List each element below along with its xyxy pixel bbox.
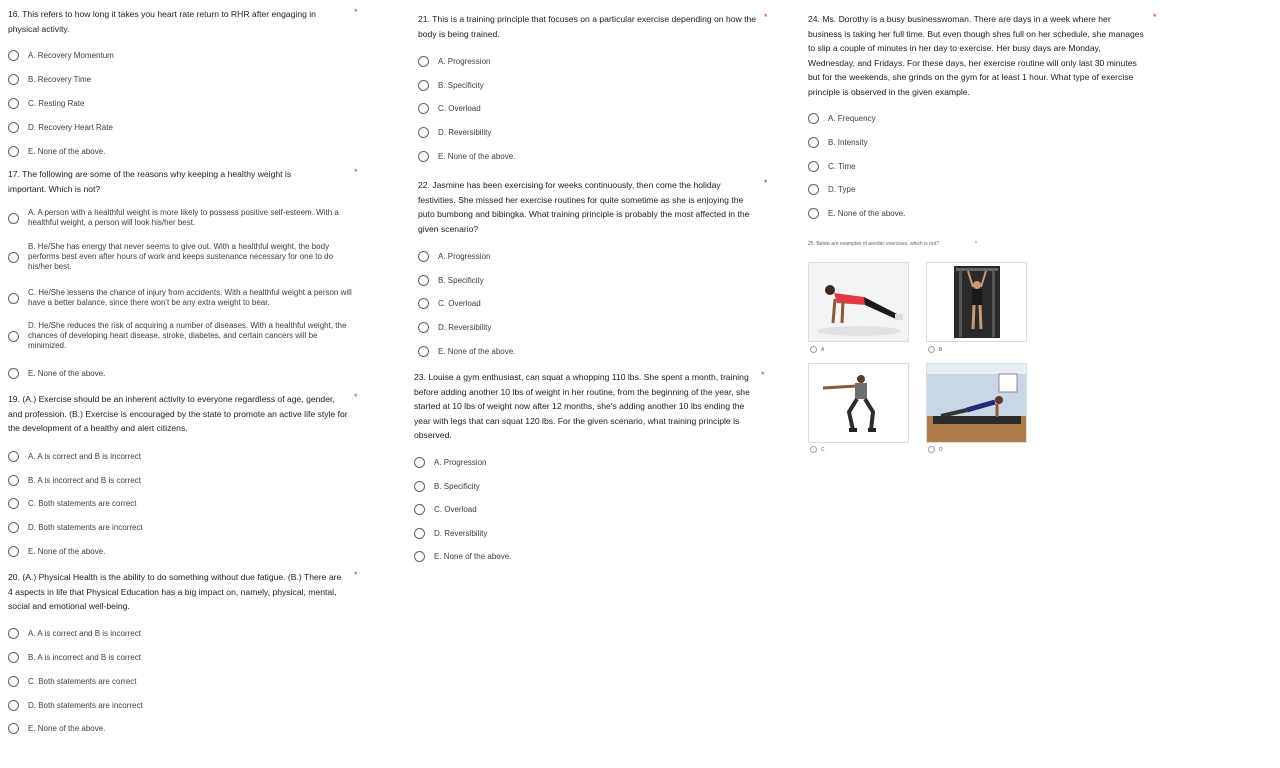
- pushup-photo: [809, 263, 908, 341]
- radio-button[interactable]: [418, 346, 429, 357]
- required-mark: *: [1153, 12, 1157, 22]
- q21-option-e[interactable]: E. None of the above.: [418, 151, 515, 162]
- q24-option-d[interactable]: D. Type: [808, 184, 855, 195]
- radio-button[interactable]: [8, 451, 19, 462]
- q17-option-c[interactable]: C. He/She lessens the chance of injury from accidents. With a healthful weight a person will have a better balance, since there won't be any extra weight to bear.: [8, 288, 353, 308]
- q23-option-e[interactable]: E. None of the above.: [414, 551, 511, 562]
- radio-button[interactable]: [418, 151, 429, 162]
- radio-button[interactable]: [8, 213, 19, 224]
- radio-button[interactable]: [418, 56, 429, 67]
- q19-option-d[interactable]: D. Both statements are incorrect: [8, 522, 143, 533]
- required-mark: *: [354, 7, 358, 17]
- required-mark: *: [354, 570, 358, 580]
- q25-option-d[interactable]: D: [928, 446, 943, 453]
- radio-button[interactable]: [928, 346, 935, 353]
- radio-button[interactable]: [8, 50, 19, 61]
- q21-option-c[interactable]: C. Overload: [418, 103, 481, 114]
- radio-button[interactable]: [810, 346, 817, 353]
- required-mark: *: [975, 241, 977, 247]
- radio-button[interactable]: [8, 652, 19, 663]
- radio-button[interactable]: [418, 80, 429, 91]
- q16-option-e[interactable]: E. None of the above.: [8, 146, 105, 157]
- radio-button[interactable]: [418, 251, 429, 262]
- q24-option-a[interactable]: A. Frequency: [808, 113, 876, 124]
- question-23: 23. Louise a gym enthusiast, can squat a whopping 110 lbs. She spent a month, training before adding another 10 lbs of weight in her routine, from the beginning of the year, she started at 10 lbs of weight now after 12 months, she's adding another 10 lbs ending the year with legs that can squat 120 lbs. For the given scenario, what training principle is observed.: [414, 372, 750, 440]
- radio-button[interactable]: [8, 676, 19, 687]
- q17-option-b[interactable]: B. He/She has energy that never seems to give out. With a healthful weight, the body performs best even after hours of work and keeps sustenance necessary for one to do his/her best.: [8, 242, 353, 272]
- q25-image-c[interactable]: [808, 363, 909, 443]
- q25-image-b[interactable]: [926, 262, 1027, 342]
- q17-option-a[interactable]: A. A person with a healthful weight is more likely to possess positive self-esteem. With a healthful weight, a person will look his/her best.: [8, 208, 353, 228]
- q25-image-a[interactable]: [808, 262, 909, 342]
- q16-option-b[interactable]: B. Recovery Time: [8, 74, 91, 85]
- q19-option-e[interactable]: E. None of the above.: [8, 546, 105, 557]
- q19-option-a[interactable]: A. A is correct and B is incorrect: [8, 451, 141, 462]
- question-17: 17. The following are some of the reasons why keeping a healthy weight is important. Which is not?: [8, 169, 292, 194]
- radio-button[interactable]: [8, 293, 19, 304]
- q23-option-b[interactable]: B. Specificity: [414, 481, 480, 492]
- q25-option-c[interactable]: C: [810, 446, 825, 453]
- radio-button[interactable]: [928, 446, 935, 453]
- radio-button[interactable]: [414, 457, 425, 468]
- radio-button[interactable]: [808, 184, 819, 195]
- q17-option-d[interactable]: D. He/She reduces the risk of acquiring a number of diseases. With a healthful weight, the chances of developing heart disease, stroke, diabetes, and certain cancers will be minimized.: [8, 321, 353, 351]
- q25-option-b[interactable]: B: [928, 346, 942, 353]
- q20-option-a[interactable]: A. A is correct and B is incorrect: [8, 628, 141, 639]
- radio-button[interactable]: [418, 275, 429, 286]
- q23-option-c[interactable]: C. Overload: [414, 504, 477, 515]
- radio-button[interactable]: [418, 103, 429, 114]
- radio-button[interactable]: [414, 481, 425, 492]
- required-mark: *: [354, 167, 358, 177]
- question-16: 16. This refers to how long it takes you heart rate return to RHR after engaging in physical activity.: [8, 9, 316, 34]
- radio-button[interactable]: [8, 628, 19, 639]
- radio-button[interactable]: [8, 546, 19, 557]
- required-mark: *: [354, 392, 358, 402]
- radio-button[interactable]: [8, 700, 19, 711]
- q17-option-e[interactable]: E. None of the above.: [8, 368, 105, 379]
- q21-option-d[interactable]: D. Reversibility: [418, 127, 491, 138]
- q21-option-b[interactable]: B. Specificity: [418, 80, 484, 91]
- radio-button[interactable]: [810, 446, 817, 453]
- q20-option-d[interactable]: D. Both statements are incorrect: [8, 700, 143, 711]
- radio-button[interactable]: [418, 322, 429, 333]
- q23-option-d[interactable]: D. Reversibility: [414, 528, 487, 539]
- q22-option-a[interactable]: A. Progression: [418, 251, 490, 262]
- q24-option-e[interactable]: E. None of the above.: [808, 208, 905, 219]
- radio-button[interactable]: [8, 331, 19, 342]
- required-mark: *: [764, 178, 768, 188]
- q22-option-b[interactable]: B. Specificity: [418, 275, 484, 286]
- q22-option-e[interactable]: E. None of the above.: [418, 346, 515, 357]
- radio-button[interactable]: [8, 252, 19, 263]
- radio-button[interactable]: [414, 504, 425, 515]
- q19-option-c[interactable]: C. Both statements are correct: [8, 498, 137, 509]
- pullup-photo: [927, 263, 1026, 341]
- radio-button[interactable]: [8, 368, 19, 379]
- radio-button[interactable]: [8, 522, 19, 533]
- mountain-climber-photo: [927, 364, 1026, 442]
- radio-button[interactable]: [8, 475, 19, 486]
- question-20: 20. (A.) Physical Health is the ability to do something without due fatigue. (B.) There are 4 aspects in life that Physical Education has a big impact on, namely, physical, mental, social and emotional well-being.: [8, 572, 342, 611]
- q20-option-c[interactable]: C. Both statements are correct: [8, 676, 137, 687]
- q25-image-d[interactable]: [926, 363, 1027, 443]
- radio-button[interactable]: [808, 161, 819, 172]
- radio-button[interactable]: [808, 137, 819, 148]
- question-21: 21. This is a training principle that focuses on a particular exercise depending on how the body is being trained.: [418, 14, 757, 39]
- radio-button[interactable]: [8, 74, 19, 85]
- q19-option-b[interactable]: B. A is incorrect and B is correct: [8, 475, 141, 486]
- q24-option-c[interactable]: C. Time: [808, 161, 856, 172]
- radio-button[interactable]: [8, 146, 19, 157]
- radio-button[interactable]: [8, 723, 19, 734]
- q23-option-a[interactable]: A. Progression: [414, 457, 486, 468]
- radio-button[interactable]: [808, 208, 819, 219]
- q25-option-a[interactable]: A: [810, 346, 824, 353]
- radio-button[interactable]: [8, 122, 19, 133]
- question-25: 25. Below are examples of aerobic exercises. which is not?: [808, 241, 939, 247]
- q22-option-d[interactable]: D. Reversibility: [418, 322, 491, 333]
- radio-button[interactable]: [418, 127, 429, 138]
- q22-option-c[interactable]: C. Overload: [418, 298, 481, 309]
- radio-button[interactable]: [808, 113, 819, 124]
- squat-photo: [809, 364, 908, 442]
- q21-option-a[interactable]: A. Progression: [418, 56, 490, 67]
- radio-button[interactable]: [414, 528, 425, 539]
- radio-button[interactable]: [8, 498, 19, 509]
- required-mark: *: [761, 370, 765, 380]
- q16-option-a[interactable]: A. Recovery Momentum: [8, 50, 114, 61]
- radio-button[interactable]: [8, 98, 19, 109]
- q20-option-b[interactable]: B. A is incorrect and B is correct: [8, 652, 141, 663]
- required-mark: *: [764, 12, 768, 22]
- q20-option-e[interactable]: E. None of the above.: [8, 723, 105, 734]
- question-22: 22. Jasmine has been exercising for weeks continuously, then come the holiday festivities. She missed her exercise routines for quite sometime as she is enjoying the puto bumbong and bibingka. What training principle is probably the most affected in the given scenario?: [418, 180, 750, 234]
- q16-option-c[interactable]: C. Resting Rate: [8, 98, 84, 109]
- radio-button[interactable]: [414, 551, 425, 562]
- q16-option-d[interactable]: D. Recovery Heart Rate: [8, 122, 113, 133]
- question-19: 19. (A.) Exercise should be an inherent activity to everyone regardless of age, gender, and profession. (B.) Exercise is encouraged by the state to promote an active life style for the development of a healthy and alert citizens.: [8, 394, 348, 433]
- radio-button[interactable]: [418, 298, 429, 309]
- question-24: 24. Ms. Dorothy is a busy businesswoman. There are days in a week where her business is taking her full time. But even though shes full on her schedule, she manages to slip a couple of minutes in her day to exercise. Her busy days are Monday, Wednesday, and Fridays. For these days, her exercise routine will only last 30 minutes but for the weekends, she grinds on the gym for at least 1 hour. What type of exercise principle is observed in the given example.: [808, 14, 1144, 97]
- q24-option-b[interactable]: B. Intensity: [808, 137, 868, 148]
